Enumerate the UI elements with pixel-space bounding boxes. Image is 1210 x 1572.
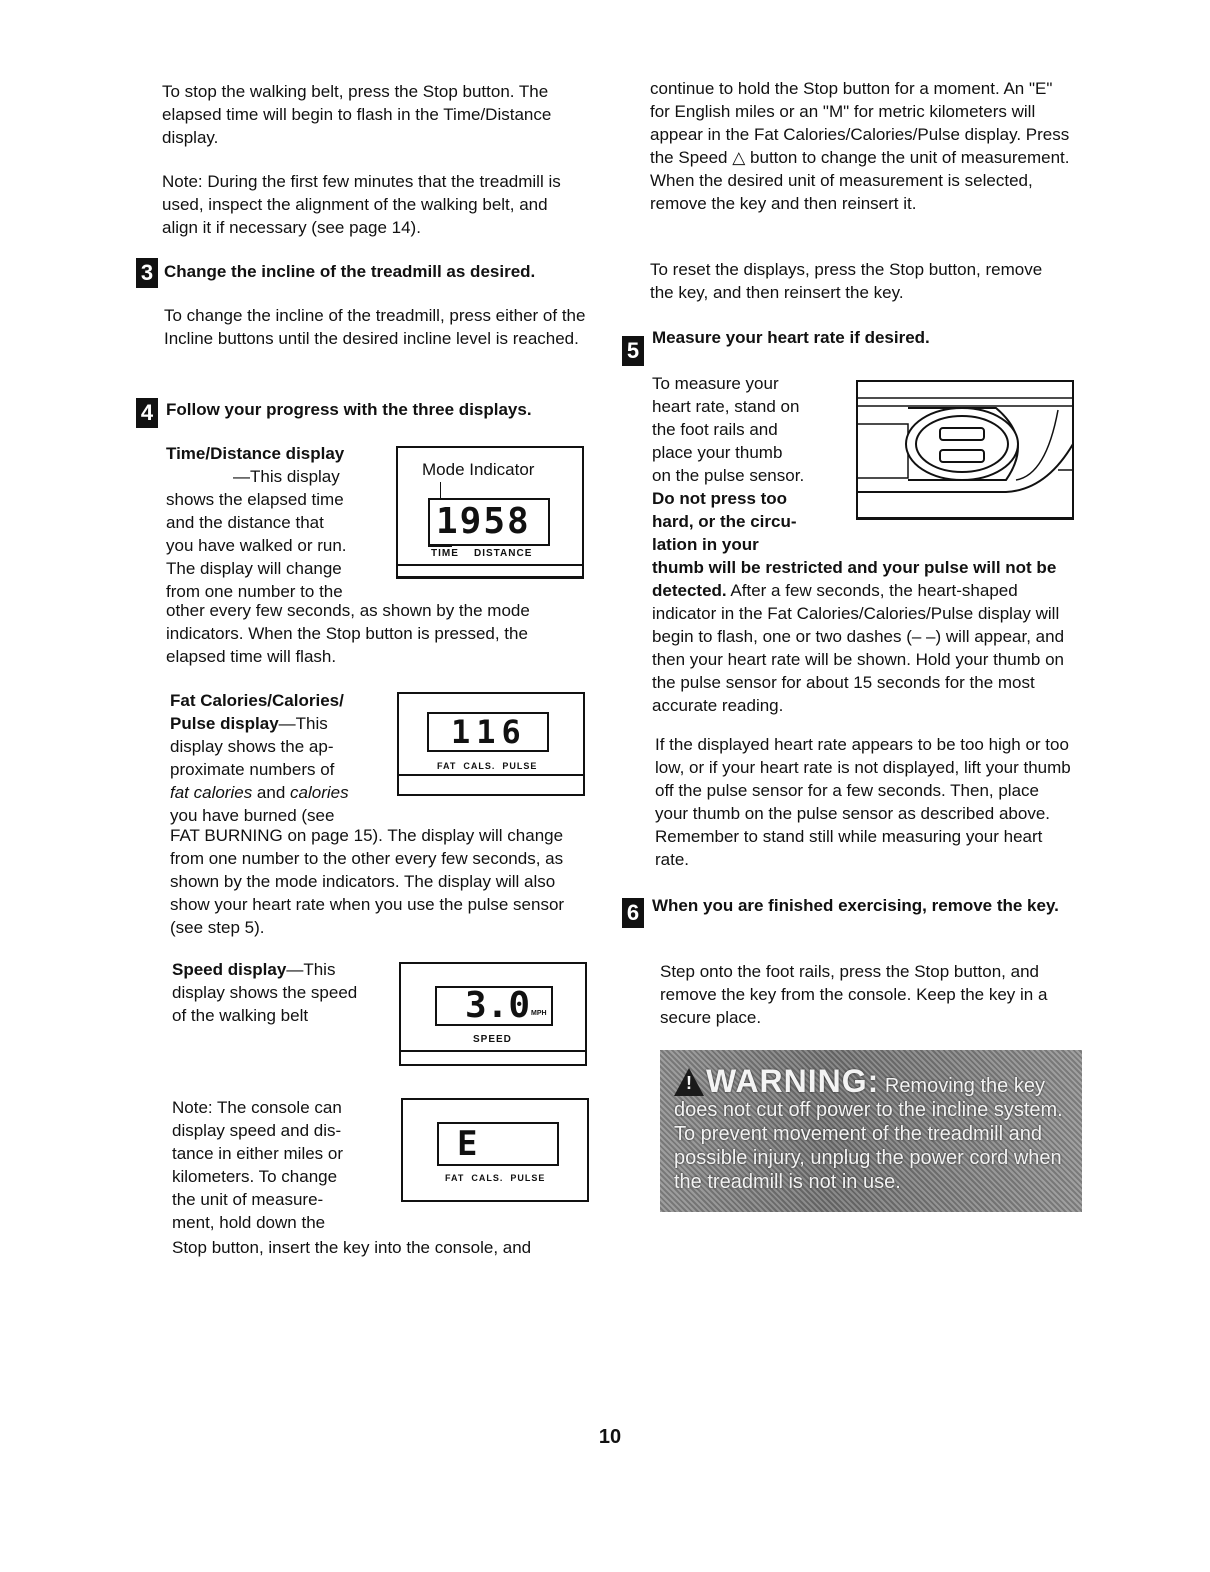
step-6-heading: When you are finished exercising, remove the key. bbox=[652, 896, 1059, 915]
fat-and: and bbox=[252, 783, 291, 802]
td-desc-0: —This display bbox=[233, 467, 340, 486]
figure-divider bbox=[401, 1050, 585, 1052]
step-3-body: To change the incline of the treadmill, press either of the Incline buttons until the desired incline level is reached. bbox=[164, 306, 586, 348]
note2-3: kilometers. To change bbox=[172, 1167, 338, 1186]
step-5-bold-cont: thumb will be restricted and your pulse will not be detected. bbox=[652, 558, 1057, 600]
fat-cals-lcd bbox=[427, 712, 549, 752]
speed-unit: MPH bbox=[531, 1010, 547, 1017]
speed-text bbox=[172, 958, 402, 981]
s5-plain-0: To measure your bbox=[652, 374, 779, 393]
speed-desc-0: —This bbox=[286, 960, 336, 979]
note2-5: ment, hold down the bbox=[172, 1213, 326, 1232]
fat-desc-2 bbox=[170, 781, 400, 804]
time-distance-term: Time/Distance display bbox=[166, 444, 345, 463]
fat-term-line1 bbox=[170, 712, 400, 735]
fat-cals-digits: 116 bbox=[451, 713, 527, 751]
fat-desc-this: —This bbox=[278, 714, 328, 733]
fat-desc-0: display shows the ap- bbox=[170, 737, 334, 756]
speed-caption: SPEED bbox=[473, 1034, 512, 1045]
fat-term-1: Pulse display bbox=[170, 714, 279, 733]
unit-figure bbox=[401, 1098, 589, 1202]
fat-italic-calories: calories bbox=[290, 783, 349, 802]
s5-plain-1: heart rate, stand on bbox=[652, 397, 800, 416]
step-4-heading: Follow your progress with the three displays. bbox=[166, 400, 532, 419]
mode-indicator-bar bbox=[428, 544, 452, 547]
stop-paragraph: To stop the walking belt, press the Stop button. The elapsed time will begin to flash in the Time/Distance display. bbox=[162, 82, 552, 147]
s5-bold-2: lation in your bbox=[652, 535, 759, 554]
fat-desc-1: proximate numbers of bbox=[170, 760, 335, 779]
step-3-badge: 3 bbox=[136, 258, 158, 288]
warning-body: Removing the key does not cut off power to the incline system. To prevent movement of the treadmill and possible injury, unplug the power cord when the treadmill is not in use. bbox=[674, 1075, 1063, 1193]
warning-title: WARNING: bbox=[706, 1063, 880, 1099]
step-5-lines bbox=[652, 372, 852, 556]
fat-cals-caption: FAT CALS. PULSE bbox=[437, 761, 538, 771]
note2-cont: Stop button, insert the key into the console, and bbox=[172, 1238, 532, 1257]
mode-indicator-label: Mode Indicator bbox=[422, 460, 535, 479]
speed-term: Speed display bbox=[172, 960, 287, 979]
time-distance-caption: TIME DISTANCE bbox=[431, 548, 533, 559]
fat-term-0: Fat Calories/Calories/ bbox=[170, 691, 344, 710]
figure-divider bbox=[398, 564, 582, 566]
reset-paragraph: To reset the displays, press the Stop button, remove the key, and then reinsert the key. bbox=[650, 260, 1043, 302]
time-distance-cont: other every few seconds, as shown by the mode indicators. When the Stop button is pressed, the elapsed time will flash. bbox=[166, 601, 530, 666]
s5-bold-0: Do not press too bbox=[652, 489, 788, 508]
warning-icon: ! bbox=[674, 1068, 704, 1096]
step-5-plain-cont: After a few seconds, the heart-shaped indicator in the Fat Calories/Calories/Pulse display will begin to flash, one or two dashes (– –) will appear, and then your heart rate will be shown. Hold your thumb on the pulse sensor for about 15 seconds for the most accurate reading. bbox=[652, 581, 1065, 715]
time-distance-figure bbox=[396, 446, 584, 579]
step-4-badge: 4 bbox=[136, 398, 158, 428]
pulse-sensor-illustration bbox=[856, 380, 1074, 520]
note2-0: Note: The console can bbox=[172, 1098, 342, 1117]
warning-box bbox=[660, 1050, 1082, 1212]
step-5-heading: Measure your heart rate if desired. bbox=[652, 328, 930, 347]
step-3-heading: Change the incline of the treadmill as desired. bbox=[164, 262, 536, 281]
fat-italic-fat: fat calories bbox=[170, 783, 253, 802]
td-desc-3: you have walked or run. bbox=[166, 536, 347, 555]
s5-plain-4: on the pulse sensor. bbox=[652, 466, 805, 485]
warning-text-block bbox=[674, 1063, 1072, 1194]
pulse-sensor-figure bbox=[856, 380, 1074, 520]
note-alignment: Note: During the first few minutes that the treadmill is used, inspect the alignment of the walking belt, and align it if necessary (see page 14). bbox=[162, 172, 561, 237]
s5-plain-3: place your thumb bbox=[652, 443, 783, 462]
page-number: 10 bbox=[598, 1426, 622, 1448]
td-desc-4: The display will change bbox=[166, 559, 342, 578]
s5-plain-2: the foot rails and bbox=[652, 420, 778, 439]
fat-desc-3: you have burned (see bbox=[170, 806, 335, 825]
time-distance-text bbox=[166, 442, 396, 465]
step-5-para2: If the displayed heart rate appears to be too high or too low, or if your heart rate is not displayed, lift your thumb off the pulse sensor for a few seconds. Then, place your thumb on the pulse sensor as described above. Remember to stand still while measuring your heart rate. bbox=[655, 735, 1071, 869]
speed-figure bbox=[399, 962, 587, 1066]
unit-lcd bbox=[437, 1122, 559, 1166]
step-5-cont bbox=[652, 556, 1072, 717]
speed-desc-1: display shows the speed bbox=[172, 983, 358, 1002]
step-6-badge: 6 bbox=[622, 898, 644, 928]
note2-1: display speed and dis- bbox=[172, 1121, 342, 1140]
s5-bold-1: hard, or the circu- bbox=[652, 512, 797, 531]
unit-caption: FAT CALS. PULSE bbox=[445, 1173, 546, 1183]
td-desc-5: from one number to the bbox=[166, 582, 343, 601]
time-distance-lcd bbox=[428, 498, 550, 546]
figure-divider bbox=[399, 774, 583, 776]
fat-cont: FAT BURNING on page 15). The display will change from one number to the other every few seconds, as shown by the mode indicators. The display will also show your heart rate when you use the pulse sensor (see step 5). bbox=[170, 826, 565, 937]
speed-desc-2: of the walking belt bbox=[172, 1006, 309, 1025]
note2-2: tance in either miles or bbox=[172, 1144, 344, 1163]
time-distance-digits: 1958 bbox=[436, 501, 531, 542]
step-5-badge: 5 bbox=[622, 336, 644, 366]
continue-paragraph: continue to hold the Stop button for a moment. An "E" for English miles or an "M" for metric kilometers will appear in the Fat Calories/Calories/Pulse display. Press the Speed △ button to change the unit of measurement. When the desired unit of measurement is selected, remove the key and then reinsert it. bbox=[650, 79, 1070, 213]
fat-cals-figure bbox=[397, 692, 585, 796]
note2-4: the unit of measure- bbox=[172, 1190, 324, 1209]
speed-lcd bbox=[435, 986, 553, 1026]
td-desc-1: shows the elapsed time bbox=[166, 490, 344, 509]
speed-digits: 3.0 bbox=[465, 985, 531, 1026]
unit-digits: E bbox=[457, 1124, 480, 1164]
td-desc-2: and the distance that bbox=[166, 513, 324, 532]
step-6-body: Step onto the foot rails, press the Stop button, and remove the key from the console. Keep the key in a secure place. bbox=[660, 962, 1048, 1027]
